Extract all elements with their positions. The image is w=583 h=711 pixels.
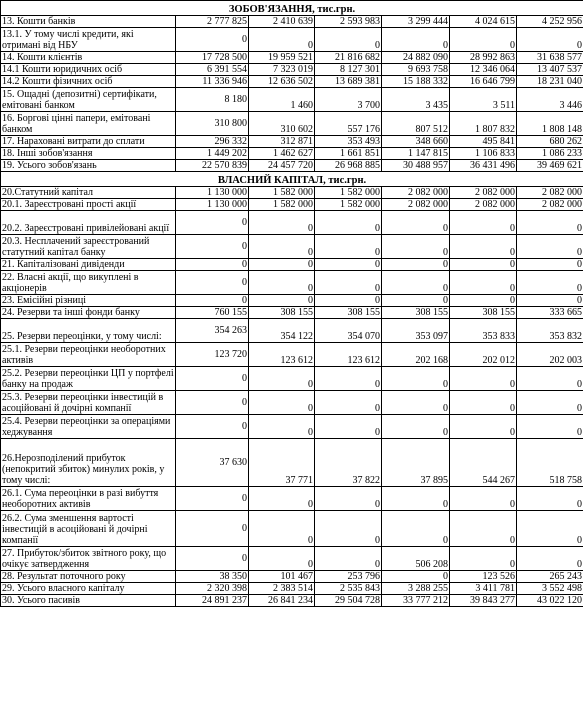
value-cell: 43 022 120 — [517, 595, 583, 607]
table-row — [1, 199, 583, 211]
value-cell: 0 — [517, 511, 583, 547]
value-cell: 1 808 148 — [517, 112, 583, 136]
value-cell: 37 630 — [176, 439, 249, 487]
value-cell: 17 728 500 — [176, 52, 249, 64]
value-cell: 0 — [315, 295, 382, 307]
value-cell: 0 — [176, 211, 249, 235]
value-cell: 0 — [517, 235, 583, 259]
value-cell: 18 231 040 — [517, 76, 583, 88]
row-label: 25. Резерви переоцінки, у тому числі: — [1, 319, 176, 343]
value-cell: 354 263 — [176, 319, 249, 343]
value-cell: 2 383 514 — [249, 583, 315, 595]
value-cell: 1 582 000 — [249, 199, 315, 211]
value-cell: 1 106 833 — [450, 148, 517, 160]
row-label: 26.1. Сума переоцінки в разі вибуття необоротних активів — [1, 487, 176, 511]
value-cell: 29 504 728 — [315, 595, 382, 607]
value-cell: 310 602 — [249, 112, 315, 136]
value-cell: 13 407 537 — [517, 64, 583, 76]
value-cell: 354 122 — [249, 319, 315, 343]
table-row — [1, 571, 583, 583]
value-cell: 0 — [450, 295, 517, 307]
value-cell: 0 — [517, 367, 583, 391]
value-cell: 3 288 255 — [382, 583, 450, 595]
value-cell: 310 800 — [176, 112, 249, 136]
value-cell: 0 — [450, 259, 517, 271]
table-row — [1, 547, 583, 571]
value-cell: 0 — [450, 391, 517, 415]
value-cell: 202 003 — [517, 343, 583, 367]
value-cell: 0 — [382, 487, 450, 511]
row-label: 23. Емісійні різниці — [1, 295, 176, 307]
table-row — [1, 307, 583, 319]
table-row — [1, 16, 583, 28]
table-row — [1, 511, 583, 547]
value-cell: 16 646 799 — [450, 76, 517, 88]
value-cell: 0 — [382, 259, 450, 271]
value-cell: 6 391 554 — [176, 64, 249, 76]
value-cell: 0 — [517, 259, 583, 271]
value-cell: 0 — [450, 28, 517, 52]
value-cell: 0 — [249, 547, 315, 571]
value-cell: 123 612 — [315, 343, 382, 367]
value-cell: 265 243 — [517, 571, 583, 583]
value-cell: 0 — [176, 28, 249, 52]
value-cell: 0 — [517, 295, 583, 307]
table-row — [1, 295, 583, 307]
value-cell: 495 841 — [450, 136, 517, 148]
row-label: 20.3. Несплачений зареєстрований статутний капітал банку — [1, 235, 176, 259]
value-cell: 0 — [450, 235, 517, 259]
value-cell: 3 299 444 — [382, 16, 450, 28]
value-cell: 0 — [450, 367, 517, 391]
value-cell: 2 082 000 — [450, 187, 517, 199]
row-label: 15. Ощадні (депозитні) сертифікати, емітовані банком — [1, 88, 176, 112]
value-cell: 37 822 — [315, 439, 382, 487]
table-row — [1, 52, 583, 64]
value-cell: 26 968 885 — [315, 160, 382, 172]
row-label: 13.1. У тому числі кредити, які отримані від НБУ — [1, 28, 176, 52]
table-row — [1, 160, 583, 172]
row-label: 20.Статутний капітал — [1, 187, 176, 199]
value-cell: 4 024 615 — [450, 16, 517, 28]
value-cell: 0 — [176, 415, 249, 439]
value-cell: 123 612 — [249, 343, 315, 367]
value-cell: 0 — [315, 487, 382, 511]
value-cell: 15 188 332 — [382, 76, 450, 88]
value-cell: 0 — [315, 235, 382, 259]
value-cell: 0 — [450, 547, 517, 571]
value-cell: 1 130 000 — [176, 187, 249, 199]
table-row — [1, 187, 583, 199]
value-cell: 0 — [517, 487, 583, 511]
value-cell: 333 665 — [517, 307, 583, 319]
value-cell: 123 720 — [176, 343, 249, 367]
value-cell: 557 176 — [315, 112, 382, 136]
value-cell: 22 570 839 — [176, 160, 249, 172]
value-cell: 24 882 090 — [382, 52, 450, 64]
value-cell: 312 871 — [249, 136, 315, 148]
value-cell: 12 346 064 — [450, 64, 517, 76]
value-cell: 26 841 234 — [249, 595, 315, 607]
value-cell: 0 — [450, 271, 517, 295]
value-cell: 348 660 — [382, 136, 450, 148]
table-row — [1, 259, 583, 271]
value-cell: 2 082 000 — [382, 199, 450, 211]
value-cell: 0 — [517, 211, 583, 235]
liabilities-section-title: ЗОБОВ'ЯЗАННЯ, тис.грн. — [1, 1, 583, 16]
value-cell: 0 — [249, 235, 315, 259]
equity-section-header-row — [1, 172, 583, 187]
value-cell: 30 488 957 — [382, 160, 450, 172]
value-cell: 123 526 — [450, 571, 517, 583]
value-cell: 0 — [315, 259, 382, 271]
liabilities-section-header-row — [1, 1, 583, 16]
value-cell: 39 843 277 — [450, 595, 517, 607]
table-row — [1, 367, 583, 391]
row-label: 14.2 Кошти фізичних осіб — [1, 76, 176, 88]
table-row — [1, 343, 583, 367]
row-label: 26.Нерозподілений прибуток (непокритий збиток) минулих років, у тому числі: — [1, 439, 176, 487]
value-cell: 1 462 627 — [249, 148, 315, 160]
value-cell: 202 012 — [450, 343, 517, 367]
equity-section-title: ВЛАСНИЙ КАПІТАЛ, тис.грн. — [1, 172, 583, 187]
row-label: 13. Кошти банків — [1, 16, 176, 28]
table-row — [1, 319, 583, 343]
value-cell: 308 155 — [450, 307, 517, 319]
value-cell: 7 323 019 — [249, 64, 315, 76]
value-cell: 202 168 — [382, 343, 450, 367]
value-cell: 0 — [176, 487, 249, 511]
value-cell: 31 638 577 — [517, 52, 583, 64]
value-cell: 0 — [249, 259, 315, 271]
value-cell: 19 959 521 — [249, 52, 315, 64]
value-cell: 0 — [249, 511, 315, 547]
value-cell: 807 512 — [382, 112, 450, 136]
row-label: 29. Усього власного капіталу — [1, 583, 176, 595]
value-cell: 3 411 781 — [450, 583, 517, 595]
value-cell: 0 — [450, 487, 517, 511]
value-cell: 2 777 825 — [176, 16, 249, 28]
value-cell: 0 — [315, 511, 382, 547]
table-row — [1, 271, 583, 295]
value-cell: 308 155 — [382, 307, 450, 319]
value-cell: 2 082 000 — [382, 187, 450, 199]
row-label: 26.2. Сума зменшення вартості інвестицій в асоційовані й дочірні компанії — [1, 511, 176, 547]
value-cell: 0 — [382, 511, 450, 547]
value-cell: 33 777 212 — [382, 595, 450, 607]
value-cell: 3 435 — [382, 88, 450, 112]
value-cell: 3 511 — [450, 88, 517, 112]
value-cell: 0 — [249, 487, 315, 511]
value-cell: 2 410 639 — [249, 16, 315, 28]
row-label: 20.2. Зареєстровані привілейовані акції — [1, 211, 176, 235]
value-cell: 0 — [382, 295, 450, 307]
row-label: 25.4. Резерви переоцінки за операціями хеджування — [1, 415, 176, 439]
value-cell: 308 155 — [249, 307, 315, 319]
value-cell: 0 — [315, 271, 382, 295]
value-cell: 1 449 202 — [176, 148, 249, 160]
value-cell: 36 431 496 — [450, 160, 517, 172]
value-cell: 0 — [450, 511, 517, 547]
value-cell: 39 469 621 — [517, 160, 583, 172]
value-cell: 0 — [249, 391, 315, 415]
value-cell: 37 771 — [249, 439, 315, 487]
value-cell: 12 636 502 — [249, 76, 315, 88]
value-cell: 0 — [382, 367, 450, 391]
value-cell: 24 457 720 — [249, 160, 315, 172]
value-cell: 0 — [450, 211, 517, 235]
value-cell: 24 891 237 — [176, 595, 249, 607]
row-label: 17. Нараховані витрати до сплати — [1, 136, 176, 148]
value-cell: 0 — [176, 235, 249, 259]
value-cell: 0 — [176, 367, 249, 391]
value-cell: 0 — [382, 211, 450, 235]
row-label: 20.1. Зареєстровані прості акції — [1, 199, 176, 211]
table-row — [1, 112, 583, 136]
value-cell: 0 — [249, 28, 315, 52]
value-cell: 0 — [517, 547, 583, 571]
value-cell: 8 127 301 — [315, 64, 382, 76]
value-cell: 101 467 — [249, 571, 315, 583]
value-cell: 0 — [249, 415, 315, 439]
value-cell: 0 — [249, 271, 315, 295]
row-label: 21. Капіталізовані дивіденди — [1, 259, 176, 271]
table-row — [1, 88, 583, 112]
value-cell: 0 — [176, 391, 249, 415]
row-label: 24. Резерви та інші фонди банку — [1, 307, 176, 319]
value-cell: 353 833 — [450, 319, 517, 343]
value-cell: 2 535 843 — [315, 583, 382, 595]
value-cell: 354 070 — [315, 319, 382, 343]
value-cell: 0 — [382, 28, 450, 52]
value-cell: 308 155 — [315, 307, 382, 319]
value-cell: 0 — [176, 259, 249, 271]
value-cell: 506 208 — [382, 547, 450, 571]
value-cell: 38 350 — [176, 571, 249, 583]
row-label: 22. Власні акції, що викуплені в акціонерів — [1, 271, 176, 295]
value-cell: 37 895 — [382, 439, 450, 487]
value-cell: 28 992 863 — [450, 52, 517, 64]
value-cell: 8 180 — [176, 88, 249, 112]
value-cell: 0 — [517, 391, 583, 415]
value-cell: 0 — [450, 415, 517, 439]
value-cell: 0 — [517, 28, 583, 52]
table-row — [1, 136, 583, 148]
value-cell: 3 552 498 — [517, 583, 583, 595]
value-cell: 1 582 000 — [315, 187, 382, 199]
value-cell: 0 — [382, 571, 450, 583]
value-cell: 0 — [382, 391, 450, 415]
table-row — [1, 211, 583, 235]
value-cell: 0 — [517, 271, 583, 295]
value-cell: 0 — [176, 295, 249, 307]
value-cell: 1 661 851 — [315, 148, 382, 160]
value-cell: 4 252 956 — [517, 16, 583, 28]
row-label: 25.2. Резерви переоцінки ЦП у портфелі банку на продаж — [2, 368, 174, 390]
value-cell: 680 262 — [517, 136, 583, 148]
value-cell: 2 593 983 — [315, 16, 382, 28]
row-label: 25.1. Резерви переоцінки необоротних активів — [1, 343, 176, 367]
value-cell: 21 816 682 — [315, 52, 382, 64]
row-label: 25.3. Резерви переоцінки інвестицій в асоційовані й дочірні компанії — [1, 391, 176, 415]
value-cell: 3 446 — [517, 88, 583, 112]
value-cell: 0 — [249, 367, 315, 391]
value-cell: 0 — [315, 391, 382, 415]
value-cell: 760 155 — [176, 307, 249, 319]
value-cell: 11 336 946 — [176, 76, 249, 88]
value-cell: 3 700 — [315, 88, 382, 112]
row-label: 28. Результат поточного року — [1, 571, 176, 583]
table-row — [1, 148, 583, 160]
value-cell: 518 758 — [517, 439, 583, 487]
value-cell: 0 — [382, 235, 450, 259]
value-cell: 1 582 000 — [249, 187, 315, 199]
row-label: 30. Усього пасивів — [1, 595, 176, 607]
value-cell: 0 — [176, 271, 249, 295]
value-cell: 1 582 000 — [315, 199, 382, 211]
value-cell: 9 693 758 — [382, 64, 450, 76]
table-row — [1, 487, 583, 511]
value-cell: 544 267 — [450, 439, 517, 487]
value-cell: 0 — [249, 211, 315, 235]
table-row — [1, 583, 583, 595]
value-cell: 353 097 — [382, 319, 450, 343]
value-cell: 0 — [315, 547, 382, 571]
value-cell: 1 147 815 — [382, 148, 450, 160]
value-cell: 0 — [315, 367, 382, 391]
row-label: 19. Усього зобов'язань — [1, 160, 176, 172]
table-row — [1, 235, 583, 259]
table-row — [1, 415, 583, 439]
value-cell: 296 332 — [176, 136, 249, 148]
row-label: 14.1 Кошти юридичних осіб — [1, 64, 176, 76]
table-row — [1, 28, 583, 52]
value-cell: 0 — [249, 295, 315, 307]
row-label: 16. Боргові цінні папери, емітовані банком — [1, 112, 176, 136]
value-cell: 0 — [176, 547, 249, 571]
table-row — [1, 76, 583, 88]
table-row — [1, 64, 583, 76]
value-cell: 2 082 000 — [517, 199, 583, 211]
table-row — [1, 391, 583, 415]
value-cell: 1 807 832 — [450, 112, 517, 136]
value-cell: 2 320 398 — [176, 583, 249, 595]
value-cell: 0 — [382, 415, 450, 439]
row-label: 27. Прибуток/збиток звітного року, що очікує затвердження — [1, 547, 176, 571]
value-cell: 0 — [176, 511, 249, 547]
table-row — [1, 595, 583, 607]
value-cell: 353 493 — [315, 136, 382, 148]
value-cell: 353 832 — [517, 319, 583, 343]
row-label: 18. Інші зобов'язання — [1, 148, 176, 160]
row-label: 14. Кошти клієнтів — [1, 52, 176, 64]
value-cell: 253 796 — [315, 571, 382, 583]
value-cell: 1 130 000 — [176, 199, 249, 211]
value-cell: 1 086 233 — [517, 148, 583, 160]
value-cell: 1 460 — [249, 88, 315, 112]
value-cell: 2 082 000 — [450, 199, 517, 211]
table-row — [1, 439, 583, 487]
value-cell: 0 — [315, 28, 382, 52]
value-cell: 13 689 381 — [315, 76, 382, 88]
value-cell: 2 082 000 — [517, 187, 583, 199]
value-cell: 0 — [517, 415, 583, 439]
value-cell: 0 — [315, 211, 382, 235]
value-cell: 0 — [382, 271, 450, 295]
value-cell: 0 — [315, 415, 382, 439]
